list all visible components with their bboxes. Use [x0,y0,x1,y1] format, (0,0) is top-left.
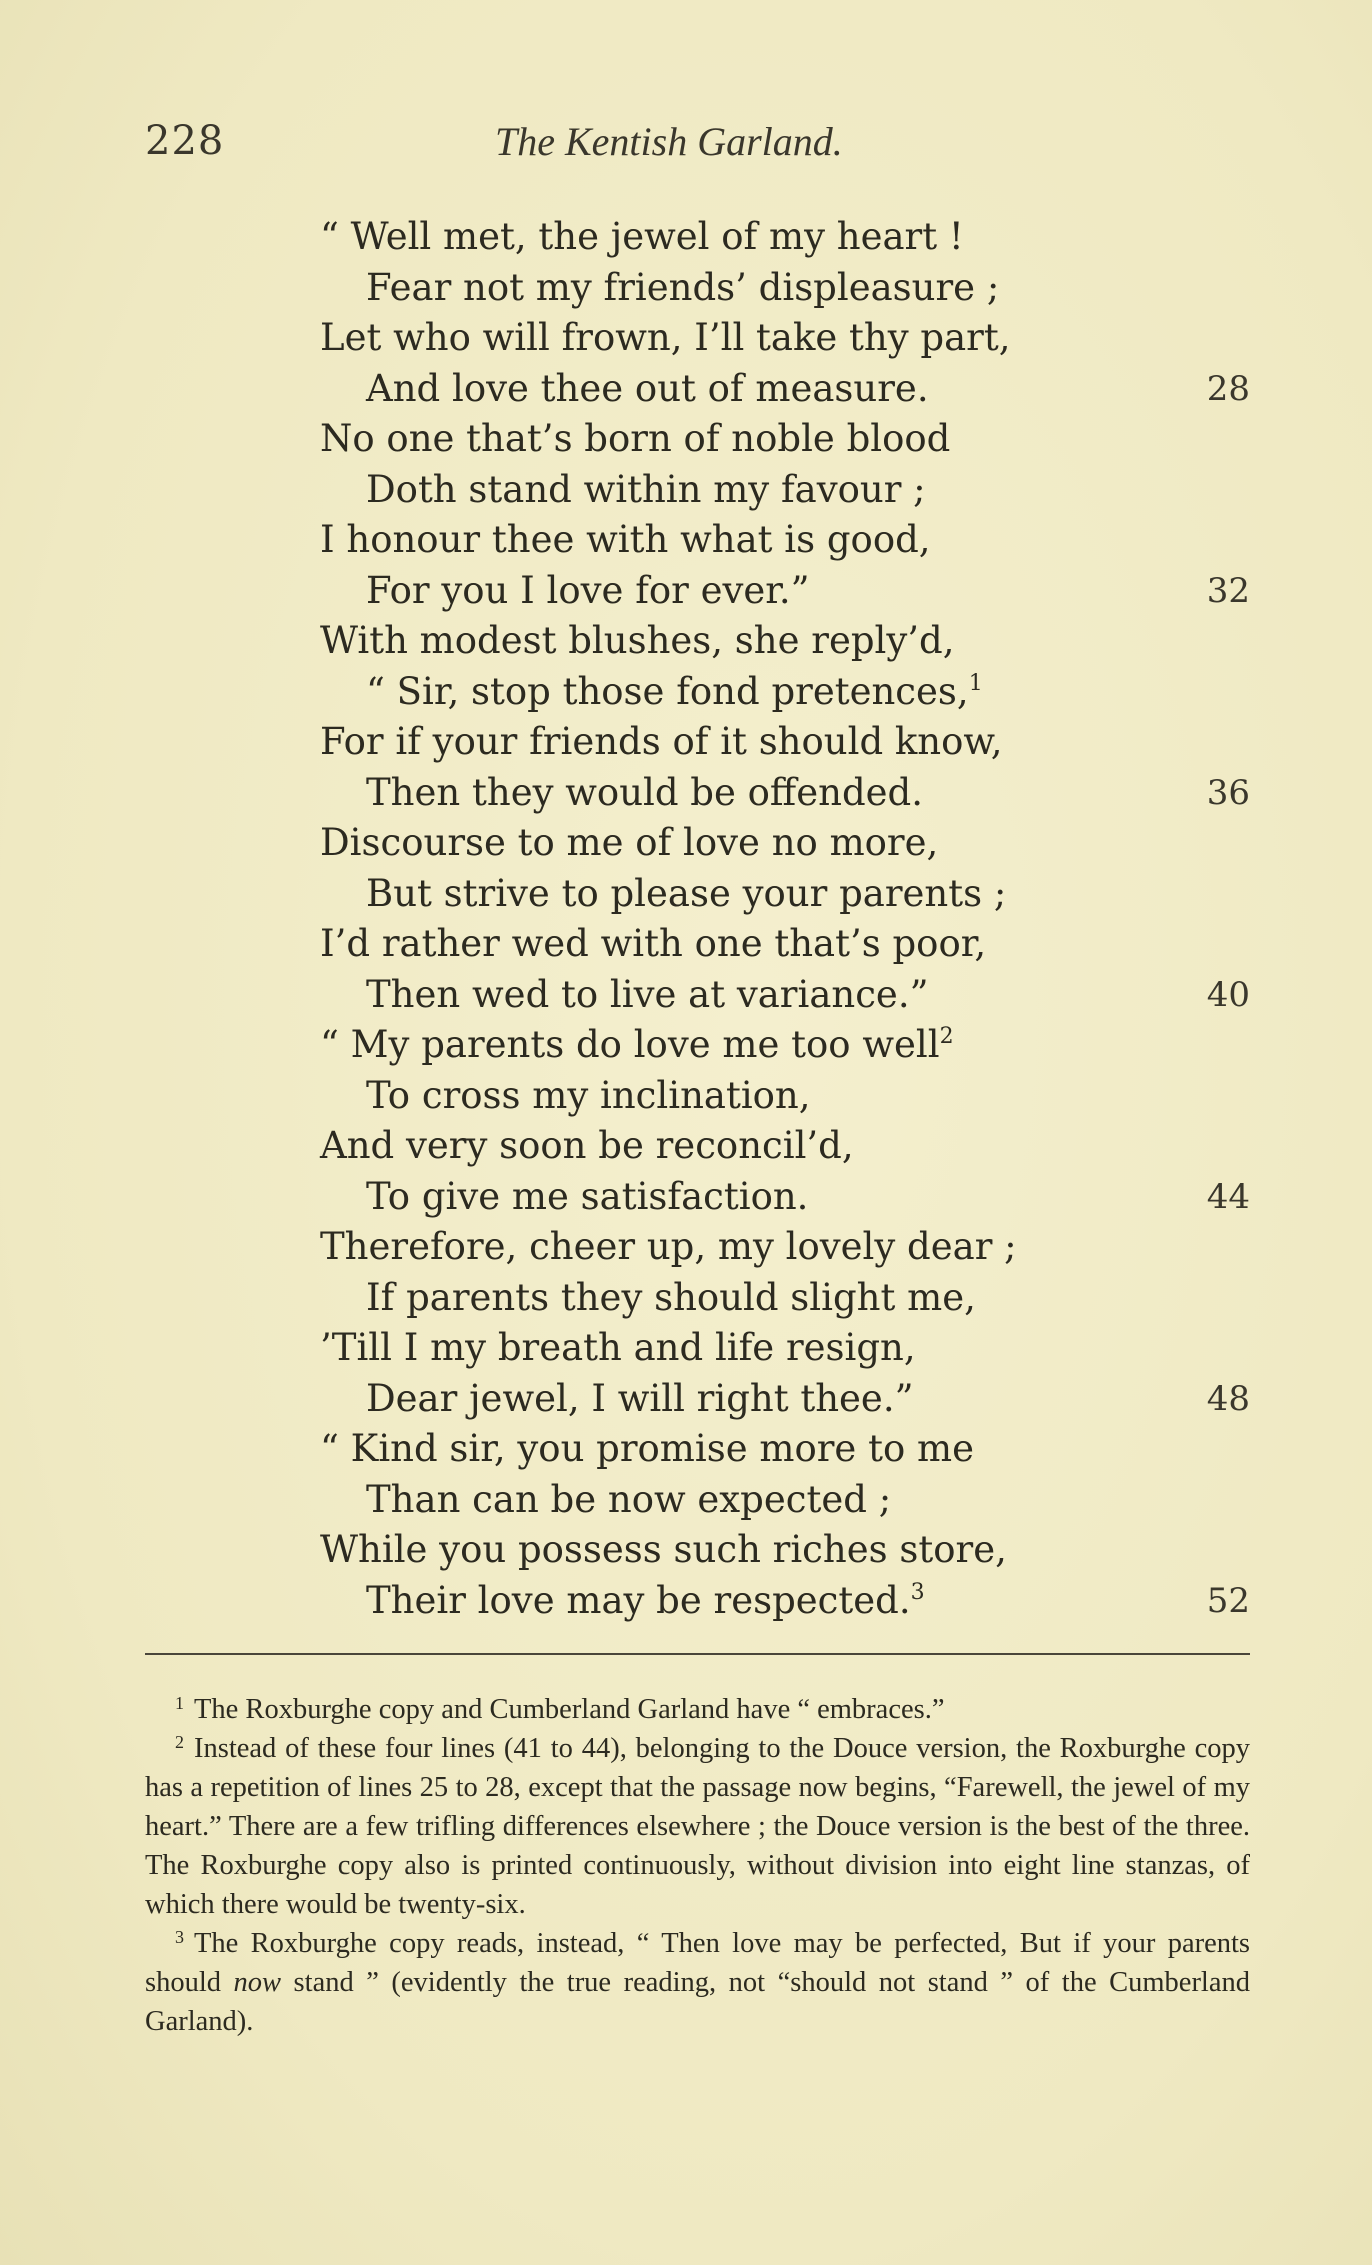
poem-line: Then wed to live at variance.” 40 [320,970,1250,1021]
poem-line: Than can be now expected ; [366,1477,892,1521]
footnote-mark: 1 [175,1693,184,1713]
footnote-text: The Roxburghe copy reads, instead, “ Then love may be perfected, But if your parents should [145,1928,1250,1998]
footnote-ref: 1 [968,670,983,696]
line-number: 32 [1206,570,1250,611]
poem-line: If parents they should slight me, [366,1275,976,1319]
footnote [145,1729,1250,1924]
line-number: 40 [1206,974,1250,1015]
line-number: 28 [1206,368,1250,409]
poem-line: To give me satisfaction. 44 [320,1172,1250,1223]
footnote-emphasis: now [233,1967,282,1998]
poem-line: And love thee out of measure. 28 [320,364,1250,415]
poem-line: While you possess such riches store, [320,1528,1007,1571]
footnotes [145,1690,1250,2041]
poem-line: Dear jewel, I will right thee.” 48 [320,1374,1250,1425]
footnote [145,1690,1250,1729]
poem-line: “ Sir, stop those fond pretences,$^1$ [366,669,983,713]
poem-line: Then they would be offended. 36 [320,768,1250,819]
poem-line: Their love may be respected.$^3$ 52 [320,1576,1250,1627]
poem-line: Discourse to me of love no more, [320,821,939,864]
poem-line: I honour thee with what is good, [320,518,931,561]
line-number: 52 [1206,1580,1250,1621]
poem-line: For if your friends of it should know, [320,720,1003,763]
poem-line: But strive to please your parents ; [366,871,1007,915]
poem-line: “ Kind sir, you promise more to me [320,1427,974,1470]
footnote [145,1924,1250,2041]
footnote-text: Instead of these four lines (41 to 44), belonging to the Douce version, the Roxburghe copy has a repetition of lines 25 to 28, except that the passage now begins, “Farewell, the jewel of my heart.” There are a few trifling differences elsewhere ; the Douce version is the best of the three. The Roxburghe copy also is printed continuously, without division into eight line stanzas, of which there would be twenty-six. [145,1733,1250,1920]
poem-line: ’Till I my breath and life resign, [320,1326,916,1369]
poem-line: No one that’s born of noble blood [320,417,951,460]
poem-line: Let who will frown, I’ll take thy part, [320,316,1011,359]
poem [320,212,1250,1626]
poem-line: Doth stand within my favour ; [366,467,926,511]
footnote-text: The Roxburghe copy and Cumberland Garland have “ embraces.” [194,1694,945,1725]
poem-line: “ My parents do love me too well$^2$ [320,1023,954,1066]
footnote-ref: 3 [910,1579,925,1605]
footnote-mark: 3 [175,1927,184,1947]
running-title: The Kentish Garland. [495,119,843,164]
footnote-mark: 2 [175,1732,184,1752]
line-number: 48 [1206,1378,1250,1419]
poem-line: Fear not my friends’ displeasure ; [366,265,1000,309]
footnote-ref: 2 [939,1024,954,1049]
poem-line: With modest blushes, she reply’d, [320,619,955,662]
page-header [145,118,1250,178]
poem-line: Therefore, cheer up, my lovely dear ; [320,1225,1017,1268]
line-number: 44 [1206,1176,1250,1217]
poem-line: I’d rather wed with one that’s poor, [320,922,987,965]
line-number: 36 [1206,772,1250,813]
poem-line: For you I love for ever.” 32 [320,566,1250,617]
poem-line: And very soon be reconcil’d, [320,1124,854,1167]
poem-line: “ Well met, the jewel of my heart ! [320,215,964,258]
footnote-divider [145,1653,1250,1655]
poem-line: To cross my inclination, [366,1073,811,1117]
page-number: 228 [145,118,225,164]
footnote-text: stand ” (evidently the true reading, not “should not stand ” of the Cumberland Garland). [145,1967,1251,2037]
